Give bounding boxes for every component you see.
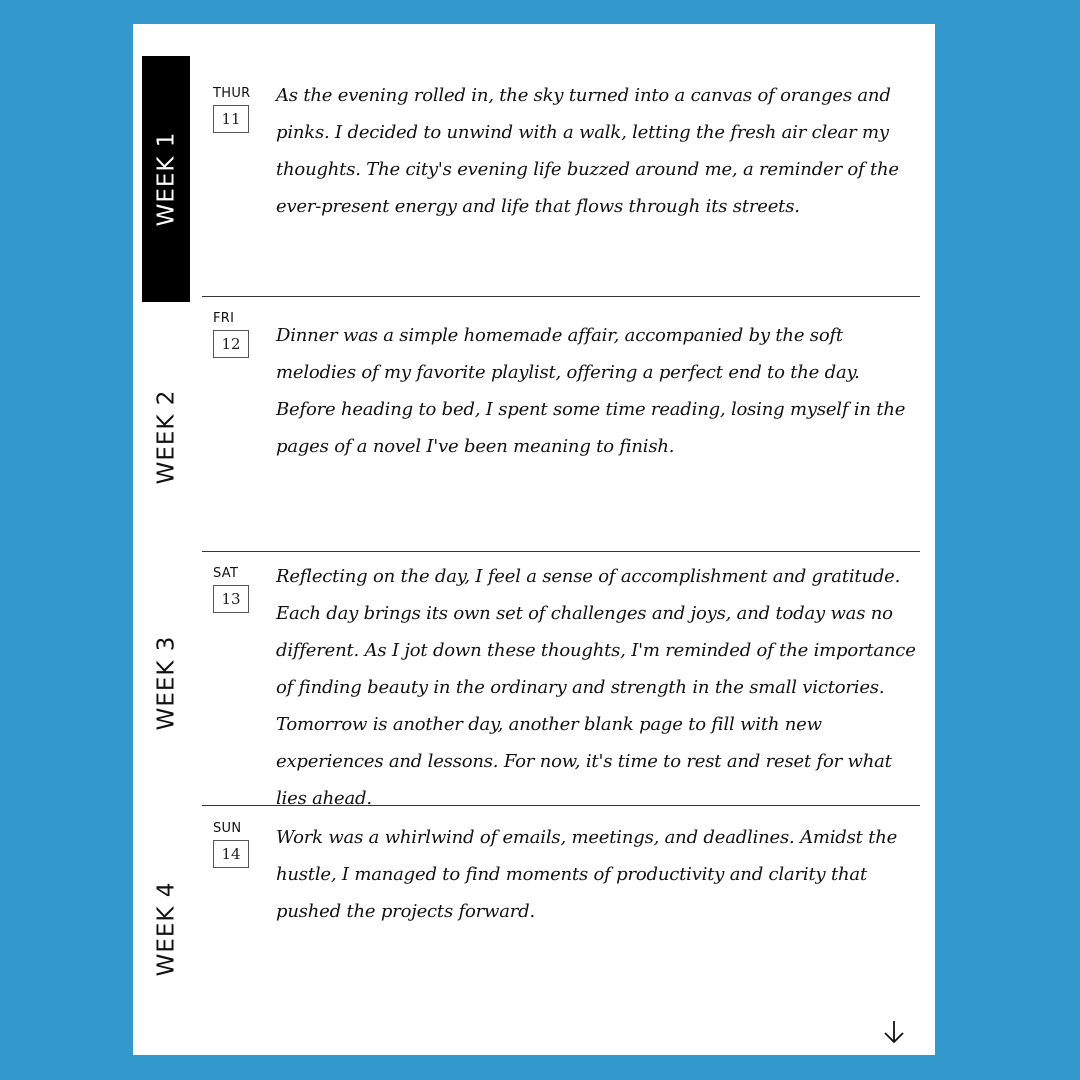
tab-week-3[interactable] (142, 560, 190, 806)
day-name: SUN (213, 821, 242, 836)
day-name: THUR (213, 86, 251, 101)
date-box: 13 (213, 585, 249, 613)
entry-divider (202, 296, 920, 297)
date-box: 14 (213, 840, 249, 868)
entry-divider (202, 805, 920, 806)
tab-week-4[interactable] (142, 806, 190, 1052)
tab-week-2-label: WEEK 2 (153, 389, 179, 485)
journal-entry-text: Work was a whirlwind of emails, meetings, and deadlines. Amidst the hustle, I managed to find moments of productivity and clarity that pushed the projects forward. (276, 827, 898, 922)
journal-entry-text: As the evening rolled in, the sky turned into a canvas of oranges and pinks. I decided to unwind with a walk, letting the fresh air clear my thoughts. The city's evening life buzzed around me, a reminder of the ever-present energy and life that flows through its streets. (276, 85, 899, 217)
journal-entry-text: Dinner was a simple homemade affair, accompanied by the soft melodies of my favorite playlist, offering a perfect end to the day. Before heading to bed, I spent some time reading, losing myself in the pages of a novel I've been meaning to finish. (276, 325, 906, 457)
day-name: FRI (213, 311, 235, 326)
tab-week-3-label: WEEK 3 (153, 635, 179, 731)
tab-week-1-label: WEEK 1 (153, 131, 179, 227)
tab-week-1[interactable] (142, 56, 190, 302)
tab-week-2[interactable] (142, 314, 190, 560)
day-name: SAT (213, 566, 239, 581)
journal-page (133, 24, 935, 1055)
entry-divider (202, 551, 920, 552)
date-box: 11 (213, 105, 249, 133)
journal-entry-text: Reflecting on the day, I feel a sense of accomplishment and gratitude. Each day brings its own set of challenges and joys, and today was no different. As I jot down these thoughts, I'm reminded of the importance of finding beauty in the ordinary and strength in the small victories. Tomorrow is another day, another blank page to fill with new experiences and lessons. For now, it's time to rest and reset for what lies ahead. (276, 566, 916, 809)
tab-week-4-label: WEEK 4 (153, 881, 179, 977)
arrow-down-icon[interactable] (881, 1019, 907, 1045)
date-box: 12 (213, 330, 249, 358)
